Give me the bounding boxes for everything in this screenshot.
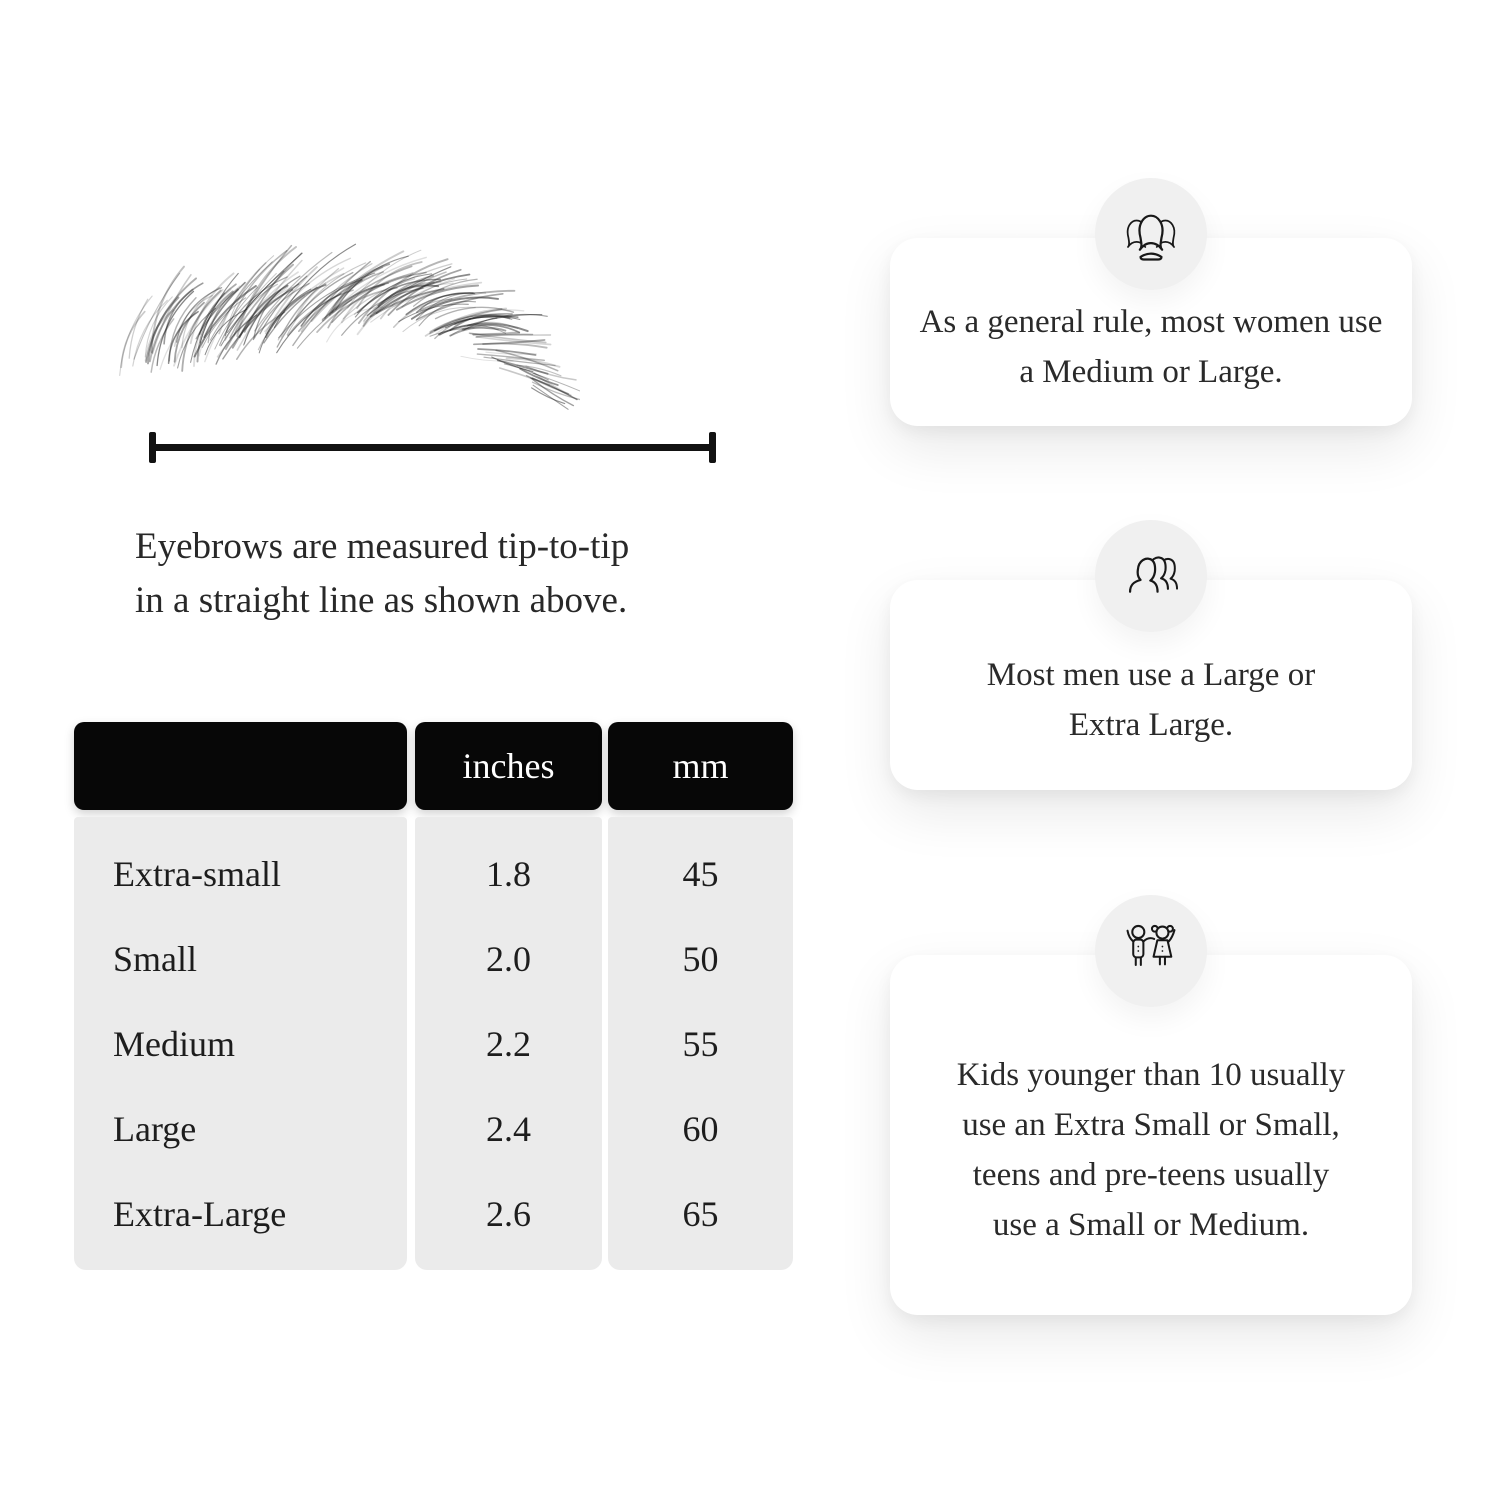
card-kids-text: Kids younger than 10 usually use an Extra Small or Small, teens and pre-teens usually use a Small or Medium. xyxy=(956,1057,1346,1243)
eyebrow-illustration xyxy=(100,228,580,418)
table-column-size xyxy=(74,817,407,1270)
women-icon-circle xyxy=(1095,178,1207,290)
table-cell-inches: 2.6 xyxy=(486,1193,531,1234)
men-group-icon xyxy=(1117,547,1185,605)
table-cell-size: Extra-Large xyxy=(113,1193,287,1234)
table-header-inches-cell: inches xyxy=(415,722,602,810)
card-men-text: Most men use a Large or Extra Large. xyxy=(986,657,1316,743)
measurement-tick-right xyxy=(709,432,716,463)
kids-icon-circle xyxy=(1095,895,1207,1007)
measurement-tick-left xyxy=(149,432,156,463)
measurement-caption-line2: in a straight line as shown above. xyxy=(135,580,628,621)
eyebrow-hair-stroke xyxy=(533,385,568,409)
size-table xyxy=(74,722,793,1270)
table-cell-inches: 2.0 xyxy=(486,938,531,979)
table-cell-mm: 50 xyxy=(682,938,719,979)
card-women xyxy=(890,238,1412,426)
table-cell-size: Medium xyxy=(113,1023,235,1064)
women-group-icon xyxy=(1117,205,1185,263)
table-cell-mm: 60 xyxy=(682,1108,719,1149)
table-column-inches xyxy=(415,817,602,1270)
card-men xyxy=(890,580,1412,790)
table-cell-mm: 65 xyxy=(682,1193,719,1234)
measurement-line xyxy=(150,444,715,451)
card-kids xyxy=(890,955,1412,1315)
card-women-text: As a general rule, most women use a Medium or Large. xyxy=(919,304,1383,390)
size-table-body xyxy=(74,817,793,1270)
table-cell-size: Large xyxy=(113,1108,197,1149)
table-cell-size: Small xyxy=(113,938,198,979)
table-header-size-cell xyxy=(74,722,407,810)
men-icon-circle xyxy=(1095,520,1207,632)
size-table-header xyxy=(74,722,793,810)
measurement-caption xyxy=(135,520,815,628)
table-cell-inches: 2.2 xyxy=(486,1023,531,1064)
table-cell-mm: 55 xyxy=(682,1023,719,1064)
table-header-mm-cell: mm xyxy=(608,722,793,810)
table-column-mm xyxy=(608,817,793,1270)
kids-icon xyxy=(1118,921,1184,981)
table-cell-inches: 2.4 xyxy=(486,1108,531,1149)
table-cell-inches: 1.8 xyxy=(486,853,531,894)
table-cell-mm: 45 xyxy=(682,853,719,894)
measurement-caption-line1: Eyebrows are measured tip-to-tip xyxy=(135,526,630,567)
table-cell-size: Extra-small xyxy=(113,853,281,894)
